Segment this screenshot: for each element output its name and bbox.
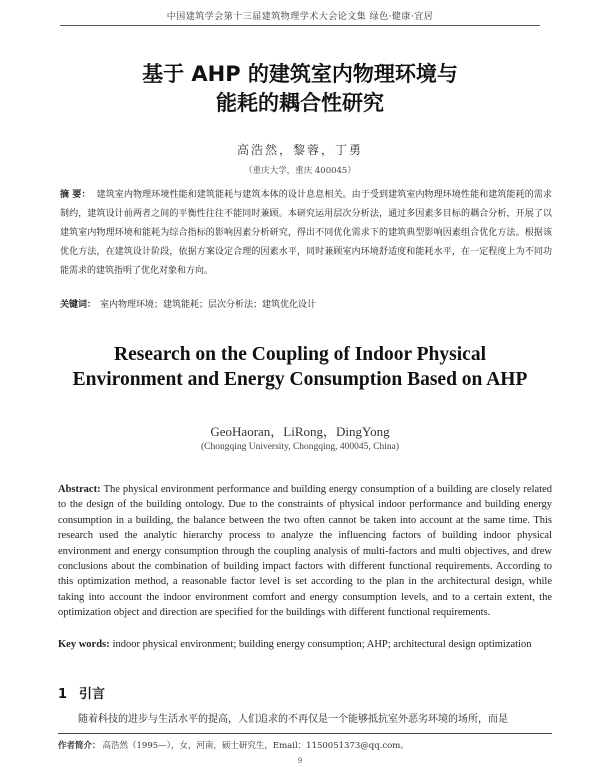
english-title-line-2: Environment and Energy Consumption Based on AHP [72,369,528,390]
english-keywords [58,637,552,652]
chinese-affiliation: （重庆大学，重庆 400045） [244,166,356,176]
english-abstract-label: Abstract: [58,484,101,495]
chinese-keywords-label: 关键词： [60,300,97,310]
running-header: 中国建筑学会第十三届建筑物理学术大会论文集 绿色·健康·宜居 [166,12,434,22]
footnote-label: 作者简介： [58,741,101,751]
footnote-rule [58,733,552,734]
author-footnote [58,739,552,751]
footnote-text: 高浩然（1995—），女，河南，硕士研究生，Email：1150051373@qq.com。 [102,741,409,751]
english-title [0,342,600,392]
chinese-abstract-label: 摘 要： [60,190,91,200]
chinese-authors: 高浩然，黎蓉，丁勇 [236,143,363,157]
chinese-title [0,60,600,118]
chinese-abstract-text: 建筑室内物理环境性能和建筑能耗与建筑本体的设计息息相关。由于受到建筑室内物理环境性能和建筑能耗的需求制约，建筑设计前两者之间的平衡性往往不能同时兼顾。本研究运用层次分析法，通过多因素多目标的耦合分析，开展了以建筑室内物理环境和能耗为综合指标的影响因素分析研究，得出不同优化需求下的建筑典型影响因素组合优化方法。根据该优化方法，在建筑设计阶段，依据方案设定合理的因素水平，同时兼顾室内环境舒适度和能耗水平，在一定程度上为不同功能需求的建筑指明了优化对象和方向。 [60,190,552,276]
chinese-title-line-1: 基于 AHP 的建筑室内物理环境与 [142,62,458,86]
section-heading [58,683,105,702]
chinese-keywords-text: 室内物理环境；建筑能耗；层次分析法；建筑优化设计 [100,300,317,310]
english-abstract-text: The physical environment performance and building energy consumption of a building are closely related to the design of the building ontology. Due to the constraints of physical indoor performance and building energy consumption in a building, the balance between the two often cannot be taken into account at the same time. This research used the analytic hierarchy process to analyze the influencing factors of building indoor physical environment and energy consumption through the coupling analysis of multi-factors and multi objectives, and drew conclusions about the combination of building impact factors with different functional requirements. According to this optimization method, a reasonable factor level is set according to the plan in the architectural design, while taking into account the indoor environment comfort and energy consumption levels, and to a certain extent, the optimization object and direction are specified for the buildings with different functional requirements. [58,484,552,619]
header-rule [60,25,540,26]
english-abstract [58,482,552,621]
section-number: 1 [58,687,68,702]
chinese-title-line-2: 能耗的耦合性研究 [216,91,384,115]
chinese-abstract [60,186,552,281]
english-keywords-label: Key words: [58,639,110,650]
section-title: 引言 [79,687,106,702]
body-paragraph: 随着科技的进步与生活水平的提高，人们追求的不再仅是一个能够抵抗室外恶劣环境的场所，而是 [78,714,508,725]
english-title-line-1: Research on the Coupling of Indoor Physical [114,344,486,365]
page-number: 9 [297,757,303,765]
chinese-keywords [60,298,552,312]
english-affiliation: (Chongqing University, Chongqing, 400045, China) [200,442,400,452]
english-keywords-text: indoor physical environment; building energy consumption; AHP; architectural design optimization [112,639,532,650]
english-authors: GeoHaoran，LiRong，DingYong [210,424,390,439]
